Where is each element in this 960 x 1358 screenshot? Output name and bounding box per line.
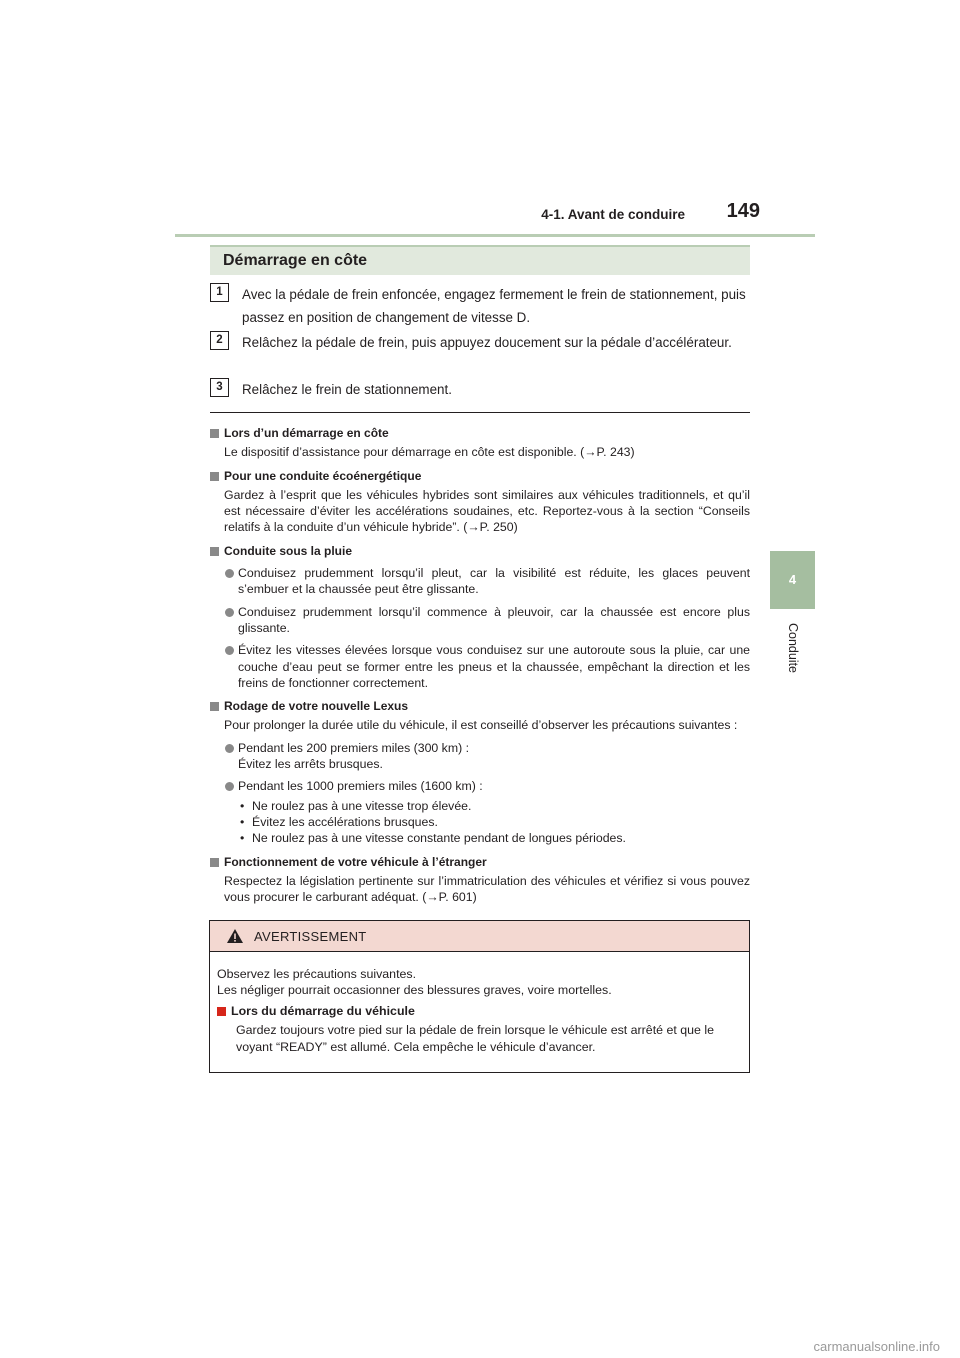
note-body: Pour prolonger la durée utile du véhicule, il est conseillé d’observer les précautions suivantes :	[224, 718, 738, 733]
round-bullet-icon	[225, 782, 234, 791]
step-2	[210, 331, 750, 354]
round-bullet-icon	[225, 744, 234, 753]
note-bullet: Évitez les vitesses élevées lorsque vous conduisez sur une autoroute sous la pluie, car une couche d’eau peut se former entre les pneus et la chaussée, empêchant la direction et les freins de fonctionner correctement.	[210, 642, 750, 691]
chapter-label-text: Conduite	[785, 622, 800, 674]
note-bullet: Pendant les 1000 premiers miles (1600 km) :	[210, 778, 750, 794]
step-number: 2	[210, 331, 229, 350]
step-text: Relâchez le frein de stationnement.	[242, 382, 452, 397]
note-heading: Fonctionnement de votre véhicule à l’étranger	[210, 854, 750, 870]
round-bullet-icon	[225, 608, 234, 617]
note-bullet-continuation: Évitez les arrêts brusques.	[238, 757, 383, 772]
notes-block	[210, 425, 750, 905]
warning-intro: Observez les précautions suivantes.	[217, 967, 417, 981]
section-divider	[210, 412, 750, 413]
round-bullet-icon	[225, 646, 234, 655]
square-bullet-icon	[210, 472, 219, 481]
note-body: Le dispositif d’assistance pour démarrage en côte est disponible. (→P. 243)	[224, 445, 635, 460]
note-body: Respectez la législation pertinente sur l’immatriculation des véhicules et vérifiez si vous pouvez vous procurer le carburant adéquat. (→P. 601)	[224, 873, 750, 905]
step-number: 3	[210, 378, 229, 397]
side-spacer	[770, 238, 815, 550]
step-number: 1	[210, 283, 229, 302]
header-rule	[175, 234, 815, 237]
square-bullet-icon	[210, 547, 219, 556]
note-heading: Rodage de votre nouvelle Lexus	[210, 698, 750, 714]
note-body: Gardez à l’esprit que les véhicules hybrides sont similaires aux véhicules traditionnels, et qu’il est nécessaire d’éviter les accélérations soudaines, etc. Reportez-vous à la section “Conseils relatifs à la conduite d’un véhicule hybride”. (→P. 250)	[224, 487, 750, 535]
chapter-tab-label	[770, 610, 815, 690]
note-bullet: Conduisez prudemment lorsqu’il pleut, car la visibilité est réduite, les glaces peuvent s’embuer et la chaussée peut être glissante.	[210, 565, 750, 598]
note-heading: Conduite sous la pluie	[210, 543, 750, 559]
step-3	[210, 378, 750, 401]
note-bullet: Pendant les 200 premiers miles (300 km) :	[210, 740, 750, 756]
section-heading	[210, 245, 750, 275]
section-title: Démarrage en côte	[223, 252, 368, 269]
warning-intro: Les négliger pourrait occasionner des blessures graves, voire mortelles.	[217, 983, 612, 998]
warning-title: AVERTISSEMENT	[254, 929, 367, 944]
red-square-bullet-icon	[217, 1007, 226, 1016]
warning-body	[210, 952, 749, 1055]
note-heading: Pour une conduite écoénergétique	[210, 468, 750, 484]
header-section-title: 4-1. Avant de conduire	[541, 207, 685, 222]
step-text: Avec la pédale de frein enfoncée, engagez fermement le frein de stationnement, puis passez en position de changement de vitesse D.	[242, 287, 746, 325]
note-sub-item: • Ne roulez pas à une vitesse trop élevée.	[240, 798, 472, 813]
note-sub-item: • Ne roulez pas à une vitesse constante pendant de longues périodes.	[240, 831, 626, 846]
watermark: carmanualsonline.info	[813, 1339, 940, 1354]
warning-box	[209, 920, 750, 1073]
warning-triangle-icon	[226, 928, 244, 944]
step-1	[210, 283, 750, 329]
note-bullet: Conduisez prudemment lorsqu’il commence à pleuvoir, car la chaussée est encore plus glissante.	[210, 604, 750, 637]
warning-heading: Lors du démarrage du véhicule	[217, 1003, 740, 1019]
square-bullet-icon	[210, 702, 219, 711]
square-bullet-icon	[210, 429, 219, 438]
note-sub-item: • Évitez les accélérations brusques.	[240, 814, 438, 829]
page-number: 149	[726, 200, 760, 222]
chapter-tab-number: 4	[770, 551, 815, 609]
note-heading: Lors d’un démarrage en côte	[210, 425, 750, 441]
warning-header	[210, 921, 749, 952]
warning-text: Gardez toujours votre pied sur la pédale de frein lorsque le véhicule est arrêté et que le voyant “READY” est allumé. Cela empêche le véhicule d’avancer.	[236, 1023, 715, 1054]
step-text: Relâchez la pédale de frein, puis appuyez doucement sur la pédale d’accélérateur.	[242, 335, 732, 350]
footer-bar	[0, 1335, 960, 1358]
round-bullet-icon	[225, 569, 234, 578]
square-bullet-icon	[210, 858, 219, 867]
